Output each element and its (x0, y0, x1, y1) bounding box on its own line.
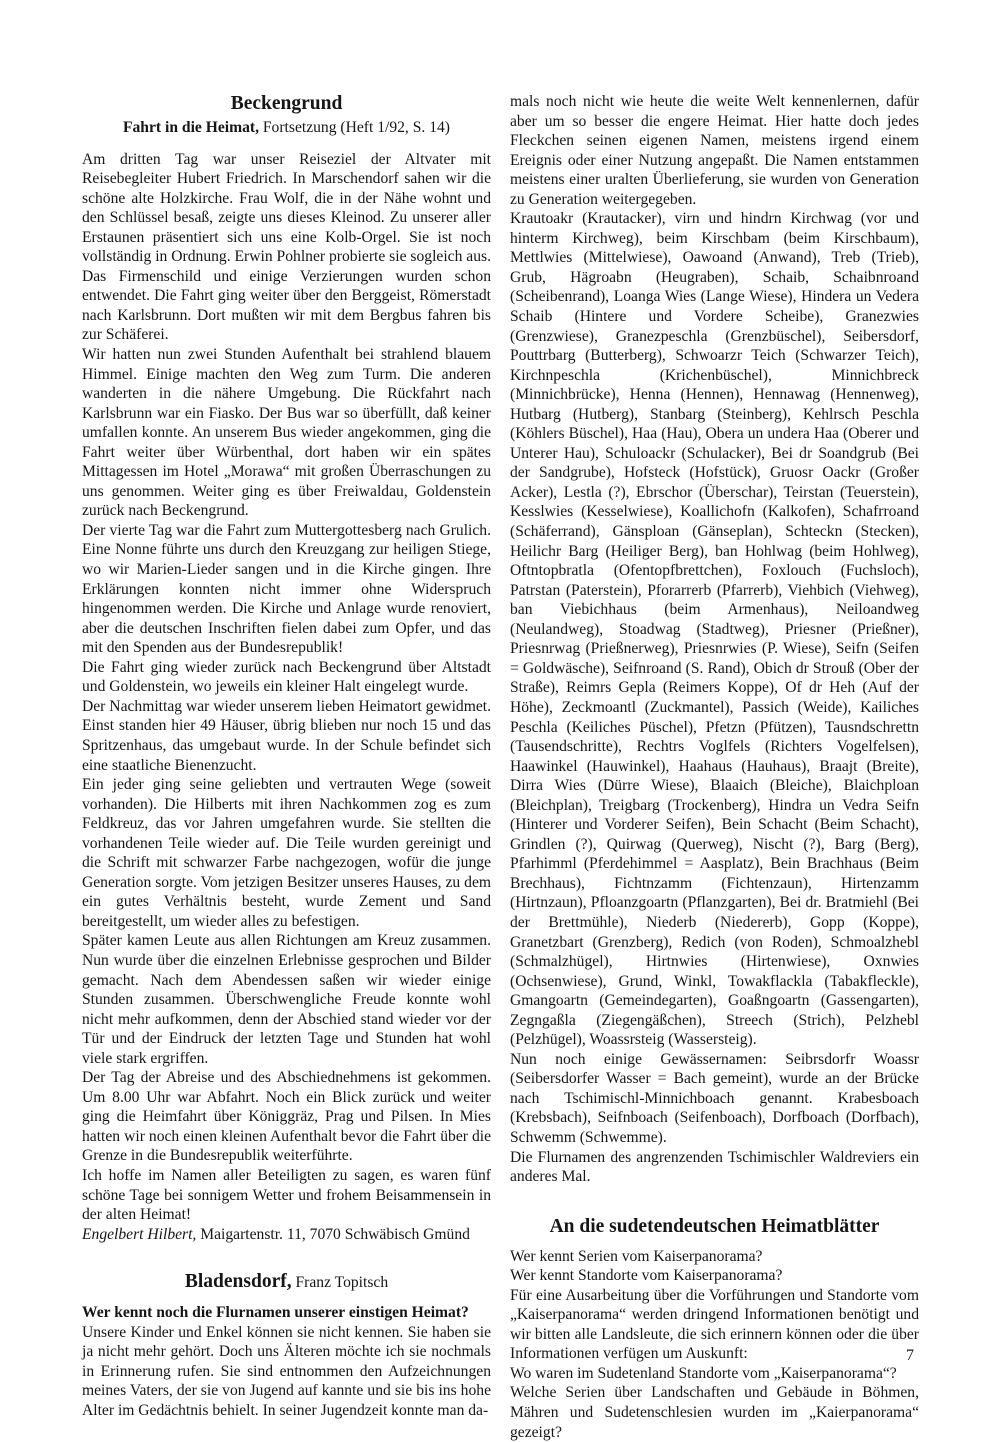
author-signature (82, 1225, 491, 1245)
paragraph: Wer kennt Standorte vom Kaiserpanorama? (510, 1267, 783, 1285)
paragraph: Nun noch einige Gewässernamen: Seibrsdorfr Woassr (Seibersdorfer Wasser = Bach gemeint), wurde an der Brücke nach Tschimischl-Minnichboach genannt. Krabesboach (Krebsbach), Seifnboach (Seifenboach), Dorfboach (Dorfbach), Schwemm (Schwemme). (510, 1050, 919, 1146)
paragraph: Die Flurnamen des angrenzenden Tschimischler Waldreviers ein anderes Mal. (510, 1148, 919, 1186)
paragraph: Ich hoffe im Namen aller Beteiligten zu sagen, es waren fünf schöne Tage bei sonnigem Wetter und frohem Beisammensein in der alten Heimat! (82, 1166, 491, 1224)
bladensdorf-title: Bladensdorf, (184, 1271, 292, 1293)
subtitle-rest: Fortsetzung (Heft 1/92, S. 14) (258, 119, 450, 136)
paragraph: Ein jeder ging seine geliebten und vertrauten Wege (soweit vorhanden). Die Hilberts mit ihren Nachkommen zog es zum Feldkreuz, das vor Jahren umgefahren wurde. Sie stellten die vorhandenen Teile wieder auf. Die Teile wurden gereinigt und die Schrift mit schwarzer Farbe nachgezogen, wofür die junge Generation sorgte. Vom jetzigen Besitzer unseres Hauses, zu dem ein gutes Verhältnis besteht, wurde Zement und Sand bereitgestellt, um wieder alles zu befestigen. (82, 776, 491, 930)
paragraph: Unsere Kinder und Enkel können sie nicht kennen. Sie haben sie ja nicht mehr gehört. Doch uns Älteren möchte ich sie nochmals in Erinnerung rufen. Sie sind entnommen den Aufzeichnungen meines Vaters, der sie von Jugend auf kannte und sie bis ins hohe Alter im Gedächtnis behielt. In seiner Jugendzeit konnte man da- (82, 1323, 491, 1419)
article-title-beckengrund: Beckengrund (230, 93, 343, 114)
paragraph: mals noch nicht wie heute die weite Welt kennenlernen, dafür aber um so besser die engere Heimat. Hier hatte doch jedes Fleckchen seinen eigenen Namen, meistens irgend einem Ereignis oder einer Nutzung angepaßt. Die Namen entstammen meistens einer uralten Überlieferung, sie wurden von Generation zu Generation weitergegeben. (510, 93, 919, 208)
left-column (82, 92, 491, 1420)
author-address: Maigartenstr. 11, 7070 Schwäbisch Gmünd (196, 1225, 470, 1243)
paragraph: Wo waren im Sudetenland Standorte vom „Kaiserpanorama“? (510, 1364, 897, 1382)
right-column (510, 92, 919, 1442)
paragraph: Die Fahrt ging wieder zurück nach Beckengrund über Altstadt und Goldenstein, wo jeweils ein kleiner Halt eingelegt wurde. (82, 658, 491, 696)
article-title-bladensdorf (82, 1270, 491, 1295)
paragraph: Für eine Ausarbeitung über die Vorführungen und Standorte vom „Kaiserpanorama“ werden dringend Informationen benötigt und wir bitten alle Landsleute, die sich erinnern können oder die über Informationen verfügen um Auskunft: (510, 1286, 919, 1363)
article-question: Wer kennt noch die Flurnamen unserer einstigen Heimat? (82, 1304, 469, 1322)
article-title-heimatblaetter: An die sudetendeutschen Heimatblätter (549, 1215, 880, 1237)
page-number: 7 (906, 1347, 914, 1364)
paragraph: Wir hatten nun zwei Stunden Aufenthalt bei strahlend blauem Himmel. Einige machten den Weg zum Turm. Die anderen wanderten in die nähere Umgebung. Die Rückfahrt nach Karlsbrunn war ein Fiasko. Der Bus war so überfüllt, daß keiner umfallen konnte. An unserem Bus wieder angekommen, ging die Fahrt weiter über Würbenthal, dort haben wir ein spätes Mittagessen im Hotel „Morawa“ mit großen Überraschungen zu uns genommen. Weiter ging es über Freiwaldau, Goldenstein zurück nach Beckengrund. (82, 346, 491, 520)
paragraph: Der Nachmittag war wieder unserem lieben Heimatort gewidmet. Einst standen hier 49 Häuser, übrig blieben nur noch 15 und das Spritzenhaus, das umgebaut wurde. In der Schule befindet sich eine staatliche Bienenzucht. (82, 697, 491, 774)
paragraph: Am dritten Tag war unser Reiseziel der Altvater mit Reisebegleiter Hubert Friedrich. In Marschendorf sahen wir die schöne alte Holzkirche. Frau Wolf, die in der Nähe wohnt und den Schlüssel besaß, zeigte uns dieses Kleinod. Zu unserer aller Erstaunen präsentiert sich uns eine Kolb-Orgel. Sie ist noch vollständig in Ordnung. Erwin Pohlner probierte sie sogleich aus. Das Firmenschild und einige Verzierungen wurden schon entwendet. Die Fahrt ging weiter über den Berggeist, Römerstadt nach Karlsbrunn. Dort mußten wir mit dem Bergbus fahren bis zur Schäferei. (82, 150, 491, 344)
subtitle-bold: Fahrt in die Heimat, (122, 119, 259, 136)
paragraph: Wer kennt Serien vom Kaiserpanorama? (510, 1247, 763, 1265)
paragraph: Der Tag der Abreise und des Abschiednehmens ist gekommen. Um 8.00 Uhr war Abfahrt. Noch ein Blick zurück und weiter ging die Heimfahrt über Königgräz, Prag und Pilsen. In Mies hatten wir noch einen kleinen Aufenthalt bevor die Fahrt über die Grenze in die Bundesrepublik weiterführte. (82, 1069, 491, 1165)
paragraph: Später kamen Leute aus allen Richtungen am Kreuz zusammen. Nun wurde über die einzelnen Erlebnisse gesprochen und Bilder gemacht. Nach dem Abendessen saßen wir wieder einige Stunden zusammen. Überschwengliche Freude konnte wohl nicht mehr aufkommen, denn der Abschied stand wieder vor der Tür und der Eindruck der letzten Tage und Stunden hat wohl viele stark ergriffen. (82, 932, 491, 1067)
paragraph: Welche Serien über Landschaften und Gebäude in Böhmen, Mähren und Sudetenschlesien wurden im „Kaierpanorama“ gezeigt? (510, 1384, 919, 1441)
author-name: Engelbert Hilbert, (82, 1225, 197, 1243)
paragraph: Der vierte Tag war die Fahrt zum Muttergottesberg nach Grulich. Eine Nonne führte uns durch den Kreuzgang zur heiligen Stiege, wo wir Marien-Lieder sangen und in die Kirche gingen. Ihre Erklärungen konnten nicht immer ohne Widerspruch hingenommen werden. Die Kirche und Anlage wurde renoviert, aber die deutschen Inschriften fielen dabei zum Opfer, und das mit den Spenden aus der Bundesrepublik! (82, 521, 491, 657)
article-subtitle (82, 118, 491, 138)
bladensdorf-author: Franz Topitsch (291, 1274, 389, 1292)
field-names-list: Krautoakr (Krautacker), virn und hindrn Kirchwag (vor und hinterm Kirchweg), beim Kirschbam (beim Kirschbaum), Mettlwies (Mittelwiese), Oawoand (Anwand), Treb (Trieb), Grub, Hägroabn (Heugraben), Schaib, Schaibnroand (Scheibenrand), Loanga Wies (Lange Wiese), Hindera un Vedera Schaib (Hintere und Vordere Scheibe), Granezwies (Grenzwiese), Granezpeschla (Grenzbüschel), Seibersdorf, Pouttrbarg (Butterberg), Schwoarzr Teich (Schwarzer Teich), Kirchnpeschla (Krichenbüschel), Minnichbreck (Minnichbrücke), Henna (Hennen), Hennawag (Hennenweg), Hutbarg (Hutberg), Stanbarg (Steinberg), Kehlrsch Peschla (Köhlers Büschel), Haa (Hau), Obera un undera Haa (Oberer und Unterer Hau), Schuloackr (Schulacker), Bei dr Soandgrub (Bei der Sandgrube), Hofsteck (Hofstück), Gruosr Oackr (Großer Acker), Lestla (?), Ebrschor (Überschar), Teirstan (Teuerstein), Kesslwies (Kesselwiese), Koallichofn (Kalkofen), Schafrroand (Schäferrand), Gänsploan (Gänseplan), Schteckn (Stecken), Heilichr Barg (Heiliger Berg), ban Hohlwag (beim Hohlweg), Oftntopbratla (Ofentopfbrettchen), Foxlouch (Fuchsloch), Patrstan (Paterstein), Pforarrerb (Pfarrerb), Viehbich (Viehweg), ban Viebichhaus (beim Armenhaus), Neiloandweg (Neulandweg), Stoadwag (Stadtweg), Priesner (Prießner), Priesnrwag (Prießnerweg), Priesnrwies (P. Wiese), Seifn (Seifen = Goldwäsche), Seifnroand (S. Rand), Obich dr Strouß (Ober der Straße), Reimrs Gepla (Reimers Koppe), Of dr Heh (Auf der Höhe), Zeckmoantl (Zuckmantel), Passich (Weide), Kailiches Peschla (Keiliches Püschel), Pfetzn (Pfützen), Tausndschrettn (Tausendschritte), Rechtrs Voglfels (Richters Vogelfelsen), Haawinkel (Hauwinkel), Haahaus (Hauhaus), Braajt (Breite), Dirra Wies (Dürre Wiese), Blaaich (Bleiche), Blaichploan (Bleichplan), Treigbarg (Trockenberg), Hindra un Vedra Seifn (Hinterer und Vorderer Seifen), Bein Schacht (Beim Schacht), Grindlen (?), Quirwag (Querweg), Nischt (?), Barg (Berg), Pfarhimml (Pferdehimmel = Aasplatz), Bein Brachhaus (Beim Brechhaus), Fichtnzamm (Fichtenzaun), Hirtenzamm (Hirtnzaun), Pfloanzgoartn (Pflanzgarten), Bei dr. Bratmiehl (Bei der Brettmühle), Niederb (Niedererb), Gopp (Koppe), Granetzbart (Grenzberg), Redich (von Roden), Schmoalzhebl (Schmalzhügel), Hirtnwies (Hirtenwiese), Oxnwies (Ochsenwiese), Grund, Winkl, Towakflackla (Tabakfleckle), Gmangoartn (Gemeindegarten), Goaßngoartn (Gassengarten), Zegngaßla (Ziegengäßchen), Streech (Strich), Pelzhebl (Pelzhügel), Woassrsteig (Wassersteig). (510, 210, 919, 1049)
